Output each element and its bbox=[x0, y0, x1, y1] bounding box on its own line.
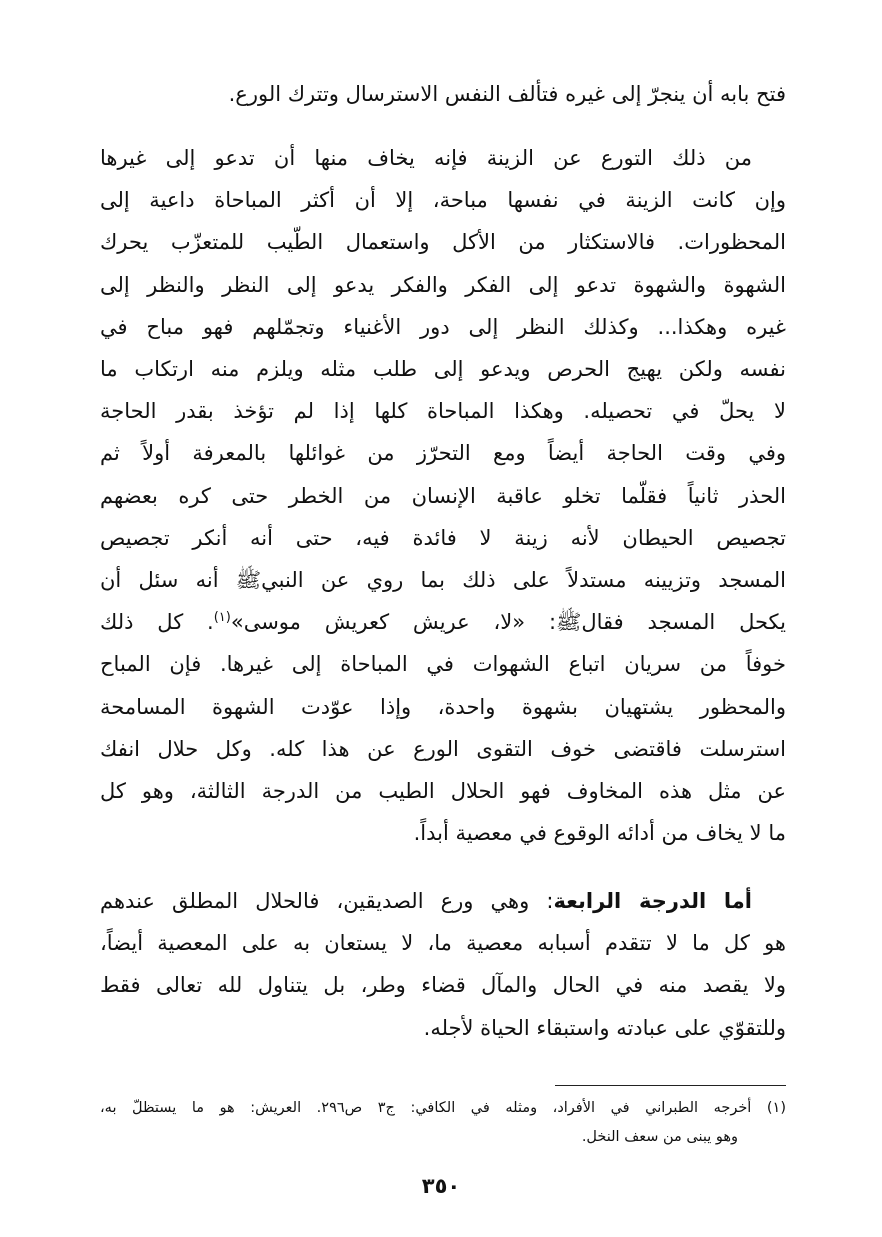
footnote-divider bbox=[555, 1085, 786, 1086]
footnote-line: وهو يبنى من سعف النخل. bbox=[581, 1129, 738, 1145]
text-segment: يكحل المسجد فقالﷺ: «لا، عريش كعريش موسى» bbox=[230, 610, 786, 635]
paragraph-continuation bbox=[100, 73, 786, 115]
text-line: ما لا يخاف من أدائه الوقوع في معصية أبداً. bbox=[413, 821, 786, 846]
text-line: فتح بابه أن ينجرّ إلى غيره فتألف النفس الاسترسال وتترك الورع. bbox=[228, 82, 786, 106]
paragraph-zeenah bbox=[100, 137, 786, 854]
footnote bbox=[100, 1094, 786, 1152]
text-line: عن مثل هذه المخاوف فهو الحلال الطيب من الدرجة الثالثة، وهو كل bbox=[100, 779, 786, 804]
page-number: ٣٥٠ bbox=[421, 1174, 461, 1198]
footnote-line: (١) أخرجه الطبراني في الأفراد، ومثله في الكافي: ج٣ ص٢٩٦. العريش: هو ما يستظلّ به، bbox=[100, 1100, 786, 1116]
text-line-with-footnote bbox=[100, 601, 786, 643]
text-line: استرسلت فاقتضى خوف التقوى الورع عن هذا كله. وكل حلال انفك bbox=[100, 736, 786, 761]
text-line: المحظورات. فالاستكثار من الأكل واستعمال الطّيب للمتعزّب يحرك bbox=[100, 230, 786, 255]
section-heading: أما الدرجة الرابعة bbox=[553, 889, 752, 913]
text-segment: : وهي ورع الصديقين، فالحلال المطلق عندهم bbox=[100, 889, 554, 913]
text-line: المسجد وتزيينه مستدلاً على ذلك بما روي عن النبيﷺ أنه سئل أن bbox=[100, 568, 786, 593]
text-line: الشهوة والشهوة تدعو إلى الفكر والفكر يدعو إلى النظر والنظر إلى bbox=[100, 272, 786, 297]
text-line: وإن كانت الزينة في نفسها مباحة، إلا أن أكثر المباحاة داعية إلى bbox=[100, 188, 786, 213]
footnote-marker: (١) bbox=[213, 610, 231, 626]
text-segment: . كل ذلك bbox=[100, 610, 214, 635]
text-line: لا يحلّ في تحصيله. وهكذا المباحاة كلها إذا لم تؤخذ بقدر الحاجة bbox=[100, 399, 786, 424]
text-line: ولا يقصد منه في الحال والمآل قضاء وطر، بل يتناول لله تعالى فقط bbox=[100, 973, 786, 998]
text-line: من ذلك التورع عن الزينة فإنه يخاف منها أن تدعو إلى غيرها bbox=[100, 146, 752, 170]
paragraph-fourth-degree bbox=[100, 880, 786, 1049]
text-line: نفسه ولكن يهيج الحرص ويدعو إلى طلب مثله ويلزم منه ارتكاب ما bbox=[100, 357, 786, 382]
text-line: الحذر ثانياً فقلّما تخلو عاقبة الإنسان من الخطر حتى كره بعضهم bbox=[100, 483, 786, 508]
text-line: غيره وهكذا... وكذلك النظر إلى دور الأغنياء وتجمّلهم فهو مباح في bbox=[100, 314, 786, 339]
text-line: وفي وقت الحاجة أيضاً ومع التحرّز من غوائلها بالمعرفة أولاً ثم bbox=[100, 441, 786, 466]
text-line: هو كل ما لا تتقدم أسبابه معصية ما، لا يستعان به على المعصية أيضاً، bbox=[100, 931, 786, 956]
text-line: والمحظور يشتهيان بشهوة واحدة، وإذا عوّدت الشهوة المسامحة bbox=[100, 694, 786, 719]
text-line bbox=[100, 880, 786, 922]
text-line: تجصيص الحيطان لأنه زينة لا فائدة فيه، حتى أنه أنكر تجصيص bbox=[100, 525, 786, 550]
text-line: وللتقوّي على عبادته واستبقاء الحياة لأجله. bbox=[423, 1015, 786, 1040]
text-line: خوفاً من سريان اتباع الشهوات في المباحاة إلى غيرها. فإن المباح bbox=[100, 652, 786, 677]
